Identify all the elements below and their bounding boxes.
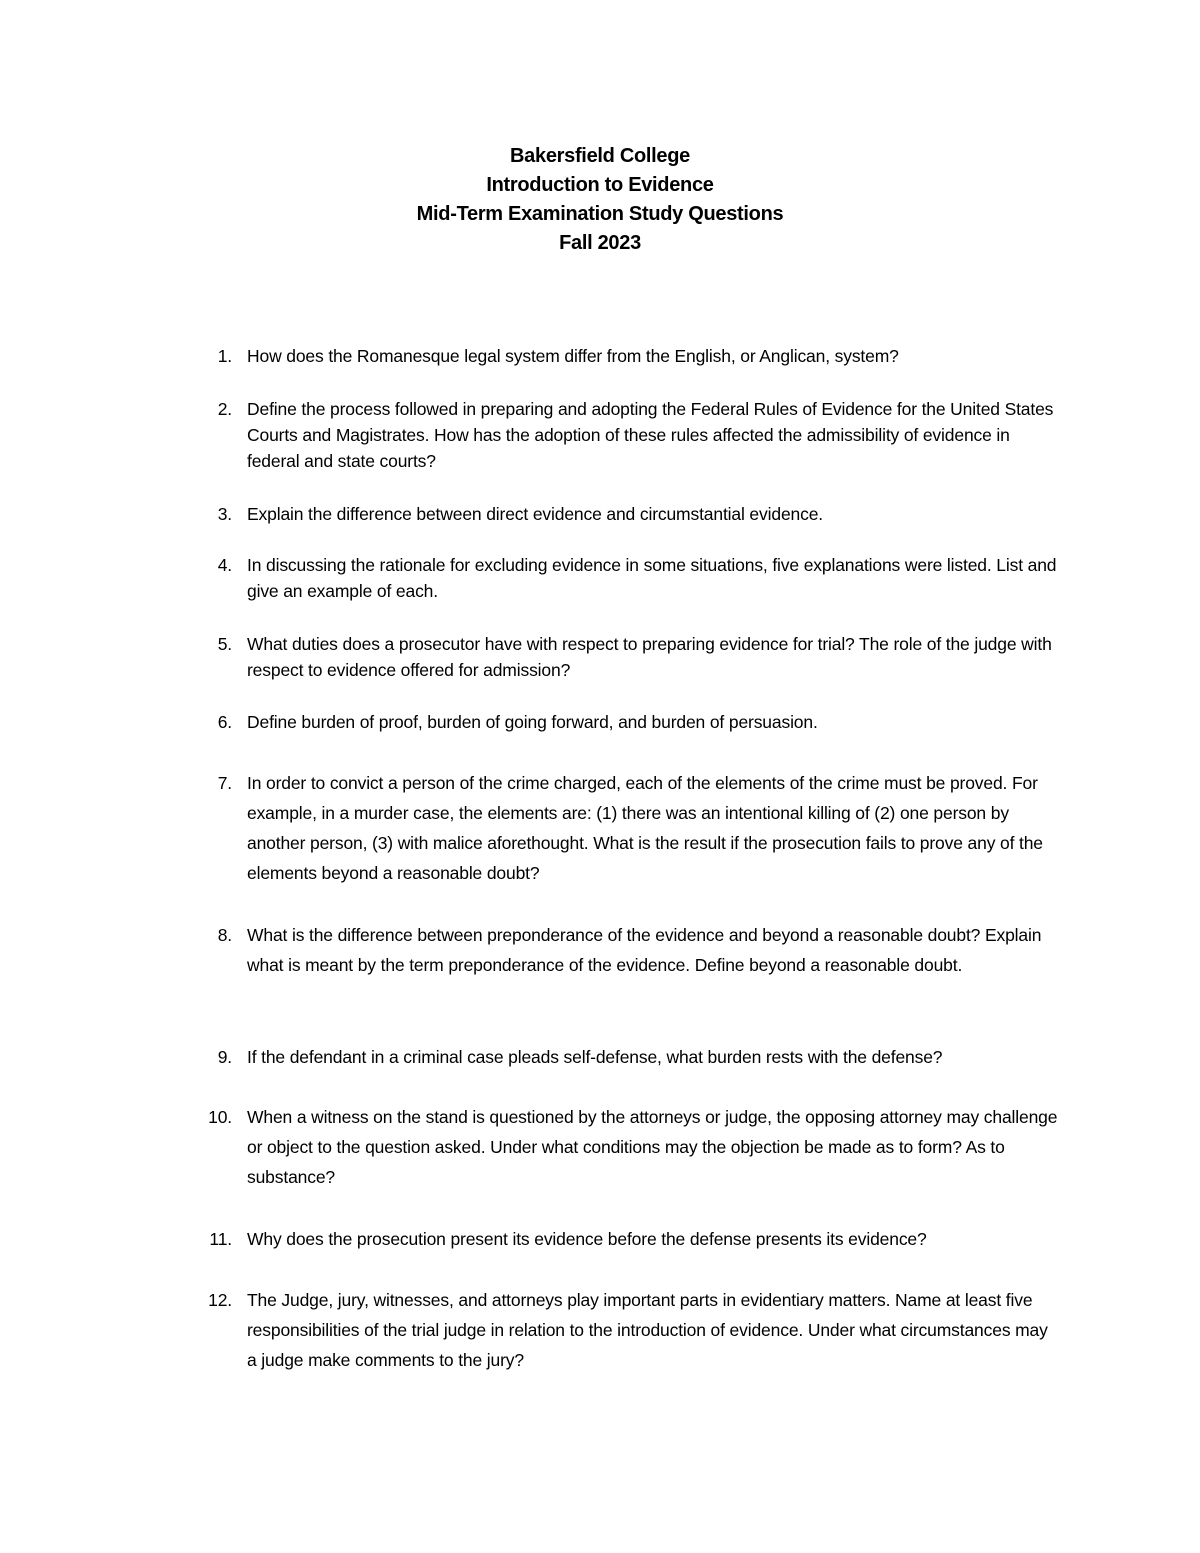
question-text: What duties does a prosecutor have with respect to preparing evidence for trial? The role of the judge with respect to evidence offered for admission?: [247, 634, 1052, 680]
question-text: What is the difference between preponderance of the evidence and beyond a reasonable doubt? Explain what is meant by the term preponderance of the evidence. Define beyond a reasonable doubt.: [247, 925, 1042, 975]
course-title: Introduction to Evidence: [486, 174, 714, 196]
question-number: 10.: [208, 1107, 232, 1127]
question-text: Explain the difference between direct evidence and circumstantial evidence.: [247, 504, 824, 524]
question-text: If the defendant in a criminal case pleads self-defense, what burden rests with the defense?: [247, 1047, 943, 1067]
question-text: In discussing the rationale for excluding evidence in some situations, five explanations were listed. List and give an example of each.: [247, 555, 1057, 601]
question-number: 2.: [217, 399, 232, 419]
question-number: 4.: [217, 555, 232, 575]
question-number: 3.: [217, 504, 232, 524]
question-text: Why does the prosecution present its evidence before the defense presents its evidence?: [247, 1229, 927, 1249]
question-number: 8.: [217, 925, 232, 945]
question-number: 11.: [209, 1229, 232, 1249]
question-number: 6.: [217, 712, 232, 732]
question-text: In order to convict a person of the crime charged, each of the elements of the crime must be proved. For example, in a murder case, the elements are: (1) there was an intentional killing of (2) one person by another person, (3) with malice aforethought. What is the result if the prosecution fails to prove any of the elements beyond a reasonable doubt?: [247, 773, 1043, 883]
question-number: 5.: [217, 634, 232, 654]
document-header: [0, 142, 1200, 258]
exam-title: Mid-Term Examination Study Questions: [416, 203, 784, 225]
question-text: Define burden of proof, burden of going forward, and burden of persuasion.: [247, 712, 818, 732]
term-title: Fall 2023: [559, 232, 641, 254]
question-number: 9.: [217, 1047, 232, 1067]
question-text: Define the process followed in preparing and adopting the Federal Rules of Evidence for the United States Courts and Magistrates. How has the adoption of these rules affected the admissibility of evidence in federal and state courts?: [247, 399, 1054, 471]
question-number: 12.: [208, 1290, 232, 1310]
question-text: When a witness on the stand is questioned by the attorneys or judge, the opposing attorney may challenge or object to the question asked. Under what conditions may the objection be made as to form? As to substance?: [247, 1107, 1058, 1187]
institution-title: Bakersfield College: [510, 145, 690, 167]
question-number: 7.: [217, 773, 232, 793]
question-text: How does the Romanesque legal system differ from the English, or Anglican, system?: [247, 346, 899, 366]
question-text: The Judge, jury, witnesses, and attorneys play important parts in evidentiary matters. Name at least five responsibilities of the trial judge in relation to the introduction of evidence. Under what circumstances may a judge make comments to the jury?: [247, 1290, 1048, 1370]
question-number: 1.: [217, 346, 232, 366]
